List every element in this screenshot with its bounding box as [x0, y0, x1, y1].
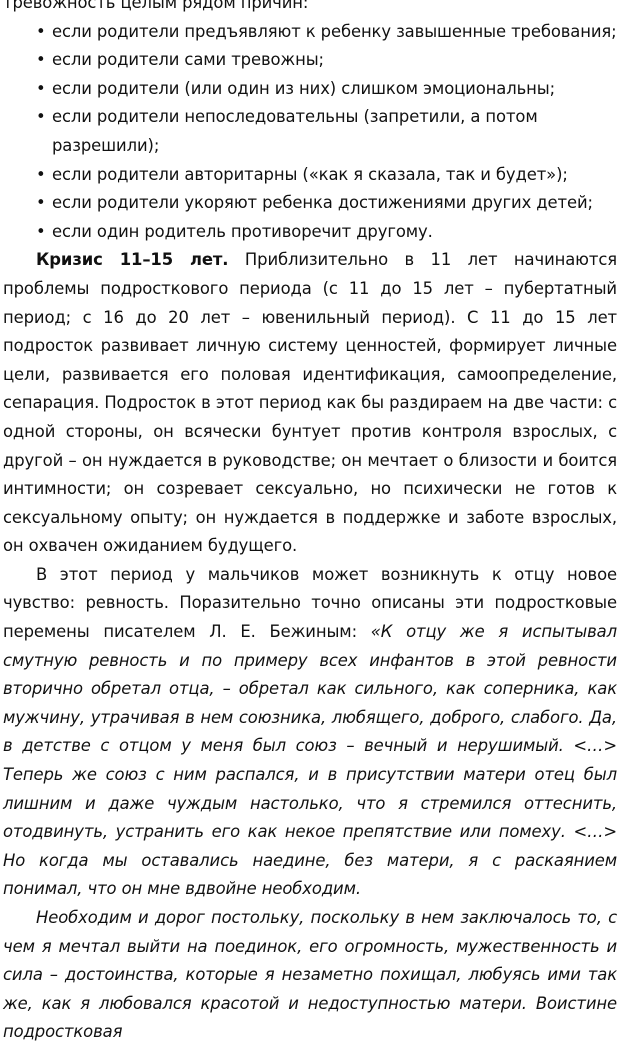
list-item — [3, 103, 617, 160]
list-item — [3, 189, 617, 218]
bullet-icon: • — [36, 78, 46, 98]
list-item-text: если родители авторитарны («как я сказала, так и будет»); — [52, 164, 568, 184]
list-item-text: если родители укоряют ребенка достижениями других детей; — [52, 193, 593, 213]
continuation-paragraph: Необходим и дорог постольку, поскольку в нем заключалось то, с чем я мечтал выйти на поединок, его огромность, мужественность и сила – достоинства, которые я незаметно похищал, любуясь ими так же, как я любовался красотой и недоступностью матери. Воистине подростковая — [3, 908, 617, 1042]
crisis-heading: Кризис 11–15 лет. — [36, 250, 229, 270]
list-item — [3, 161, 617, 190]
list-item — [3, 75, 617, 104]
list-item-text: если родители сами тревожны; — [52, 50, 324, 70]
bullet-icon: • — [36, 164, 46, 184]
jealousy-text: В этот период у мальчиков может возникнуть к отцу новое чувство: ревность. Поразительно точно описаны эти подростковые перемены писателем Л. Е. Бежиным: — [3, 564, 617, 642]
list-item — [3, 218, 617, 247]
bullet-icon: • — [36, 21, 46, 41]
bullet-icon: • — [36, 107, 46, 127]
list-item — [3, 46, 617, 75]
bullet-icon: • — [36, 221, 46, 241]
bullet-icon: • — [36, 50, 46, 70]
list-item-text: если родители (или один из них) слишком эмоциональны; — [52, 78, 556, 98]
bezhin-quote: «К отцу же я испытывал смутную ревность и по примеру всех инфантов в этой ревности вторично обретал отца, – обретал как сильного, как соперника, как мужчину, утрачивая в нем союзника, любящего, доброго, слабого. Да, в детстве с отцом у меня был союз – вечный и нерушимый. <…> Теперь же союз с ним распался, и в присутствии матери отец был лишним и даже чуждым настолько, что я стремился оттеснить, отодвинуть, устранить его как некое препятствие или помеху. <…> Но когда мы оставались наедине, без матери, я с раскаянием понимал, что он мне вдвойне необходим. — [3, 622, 617, 899]
document-page — [3, 0, 617, 1047]
list-item-text: если один родитель противоречит другому. — [52, 221, 433, 241]
crisis-paragraph — [3, 246, 617, 561]
causes-list — [3, 18, 617, 247]
jealousy-paragraph — [3, 561, 617, 904]
list-item — [3, 18, 617, 47]
bullet-icon: • — [36, 193, 46, 213]
intro-line: тревожность целым рядом причин: — [3, 0, 309, 12]
list-item-text: если родители предъявляют к ребенку завышенные требования; — [52, 21, 617, 41]
list-item-text: если родители непоследовательны (запретили, а потом разрешили); — [52, 107, 538, 155]
crisis-text: Приблизительно в 11 лет начинаются проблемы подросткового периода (с 11 до 15 лет – пубертатный период; с 16 до 20 лет – ювенильный период). С 11 до 15 лет подросток развивает личную систему ценностей, формирует личные цели, развивается его половая идентификация, самоопределение, сепарация. Подросток в этот период как бы раздираем на две части: с одной стороны, он всячески бунтует против контроля взрослых, с другой – он нуждается в руководстве; он мечтает о близости и боится интимности; он созревает сексуально, но психически не готов к сексуальному опыту; он нуждается в поддержке и заботе взрослых, он охвачен ожиданием будущего. — [3, 250, 617, 556]
